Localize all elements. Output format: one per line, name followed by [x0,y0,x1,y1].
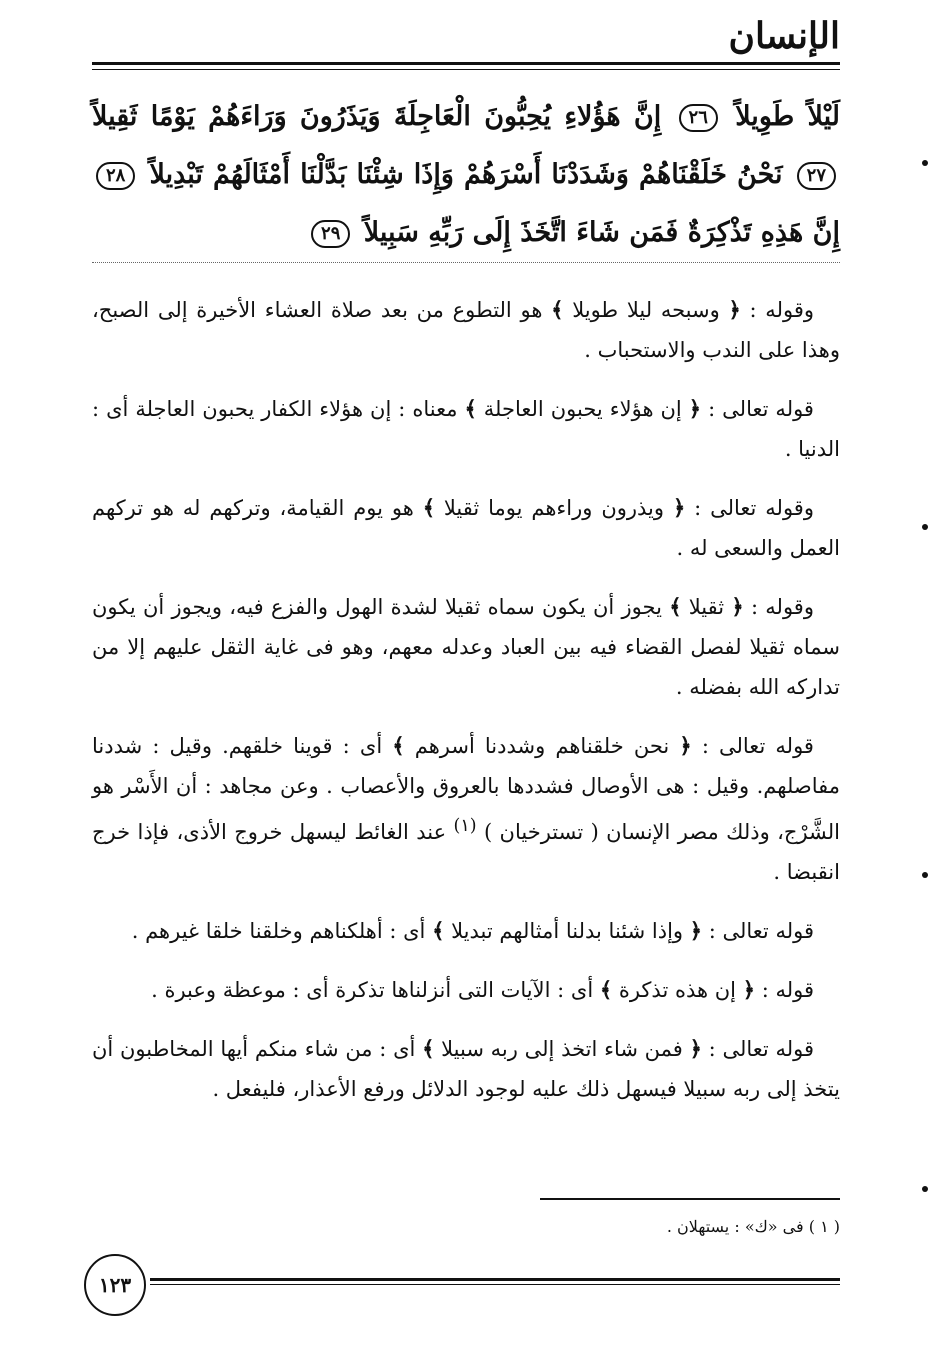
quote-bracket-close: ﴾ [392,733,405,758]
quote-bracket-open: ﴿ [731,594,744,619]
quoted-verse: إن هؤلاء يحبون العاجلة [483,397,682,421]
paragraph-body: عند الغائط ليسهل خروج الأذى، فإذا خرج انقبضا . [92,820,840,884]
ayah-number-marker: ٢٩ [311,220,350,248]
paragraph-body: هو يوم القيامة، وتركهم له هو تركهم العمل والسعى له . [92,496,840,560]
header-rule-thick [92,62,840,65]
scan-mark [922,160,928,166]
paragraph-body: أى : الآيات التى أنزلناها تذكرة أى : موعظة وعبرة . [151,978,594,1002]
quoted-verse: وإذا شئنا بدلنا أمثالهم تبديلا [451,919,684,943]
footnote-reference[interactable]: (١) [453,816,477,836]
footer-rule-thin [150,1284,840,1285]
quote-bracket-open: ﴿ [689,918,703,943]
quote-bracket-open: ﴿ [689,1036,702,1061]
quote-bracket-close: ﴾ [432,918,445,943]
paragraph-lead: قوله تعالى : [708,397,814,421]
quote-bracket-close: ﴾ [422,1036,435,1061]
header-rule-thin [92,69,840,70]
commentary-paragraph [92,970,840,1010]
paragraph-body: هو التطوع من بعد صلاة العشاء الأخيرة إلى الصبح، وهذا على الندب والاستحباب . [92,298,840,362]
paragraph-lead: قوله تعالى : [708,919,814,943]
quoted-verse: فمن شاء اتخذ إلى ربه سبيلا [441,1037,683,1061]
verse-text: نَحْنُ خَلَقْنَاهُمْ وَشَدَدْنَا أَسْرَهُمْ وَإِذَا شِئْنَا بَدَّلْنَا أَمْثَالَهُمْ تَبْدِيلاً [149,159,783,190]
scan-mark [922,872,928,878]
paragraph-body: يجوز أن يكون سماه ثقيلا لشدة الهول والفزع فيه، ويجوز أن يكون سماه ثقيلا لفصل القضاء فيه بين العباد وعدله معهم، وهو فى غاية الثقل عليهم إلا من تداركه الله بفضله . [92,595,840,699]
surah-title: الإنسان [728,15,840,57]
commentary-paragraph [92,488,840,568]
paragraph-lead: قوله : [761,978,814,1002]
ayah-number-marker: ٢٦ [679,104,718,132]
commentary-paragraph [92,587,840,707]
commentary-paragraph [92,290,840,370]
scan-mark [922,1186,928,1192]
footnote-separator [540,1198,840,1200]
quote-bracket-close: ﴾ [599,977,613,1002]
commentary-paragraph [92,1029,840,1109]
paragraph-body: أى : أهلكناهم وخلقنا خلقا غيرهم . [131,919,426,943]
ayah-number-marker: ٢٧ [797,162,836,190]
quote-bracket-close: ﴾ [551,297,564,322]
paragraph-lead: وقوله تعالى : [694,496,814,520]
section-divider [92,262,840,263]
paragraph-lead: قوله تعالى : [701,734,814,758]
paragraph-lead: وقوله : [749,298,814,322]
quote-bracket-close: ﴾ [464,396,477,421]
quran-verses [92,88,840,262]
quote-bracket-open: ﴿ [688,396,702,421]
quoted-verse: ويذرون وراءهم يوما ثقيلا [443,496,665,520]
commentary-paragraph [92,726,840,892]
verse-text: لَيْلاً طَوِيلاً [735,101,841,132]
quote-bracket-open: ﴿ [728,297,741,322]
quoted-verse: ثقيلا [688,595,725,619]
quote-bracket-close: ﴾ [422,495,435,520]
quoted-verse: وسبحه ليلا طويلا [572,298,720,322]
commentary-paragraph [92,389,840,469]
verse-text: إِنَّ هَؤُلاءِ يُحِبُّونَ الْعَاجِلَةَ وَيَذَرُونَ وَرَاءَهُمْ يَوْمًا ثَقِيلاً [92,101,662,132]
verse-text: إِنَّ هَذِهِ تَذْكِرَةٌ فَمَن شَاءَ اتَّخَذَ إِلَى رَبِّهِ سَبِيلاً [363,217,840,248]
commentary-text [92,290,840,1109]
paragraph-body: معناه : إن هؤلاء الكفار يحبون العاجلة أى : الدنيا . [92,397,840,461]
quote-bracket-open: ﴿ [742,977,756,1002]
ayah-number-marker: ٢٨ [96,162,135,190]
quote-bracket-open: ﴿ [672,495,686,520]
paragraph-lead: وقوله : [750,595,814,619]
footnote: ( ١ ) فى «ك» : يستهلان . [666,1217,840,1236]
paragraph-body: أى : من شاء منكم أيها المخاطبون أن يتخذ إلى ربه سبيلا فيسهل ذلك عليه لوجود الدلائل ورفع الأعذار، فليفعل . [92,1037,840,1101]
paragraph-lead: قوله تعالى : [708,1037,814,1061]
quote-bracket-close: ﴾ [669,594,682,619]
scan-mark [922,524,928,530]
quoted-verse: إن هذه تذكرة [618,978,737,1002]
quoted-verse: نحن خلقناهم وشددنا أسرهم [414,734,670,758]
footer-rule-thick [150,1278,840,1281]
page-number: ١٢٣ [84,1254,146,1316]
quote-bracket-open: ﴿ [679,733,692,758]
paragraph-body: أى : قوينا خلقهم. وقيل : شددنا مفاصلهم. وقيل : هى الأوصال فشددها بالعروق والأعصاب . وعن مجاهد : أن الأَسْر هو الشَّرْج، وذلك مصر الإنسان ( تسترخيان ) [92,734,841,844]
commentary-paragraph [92,911,840,951]
